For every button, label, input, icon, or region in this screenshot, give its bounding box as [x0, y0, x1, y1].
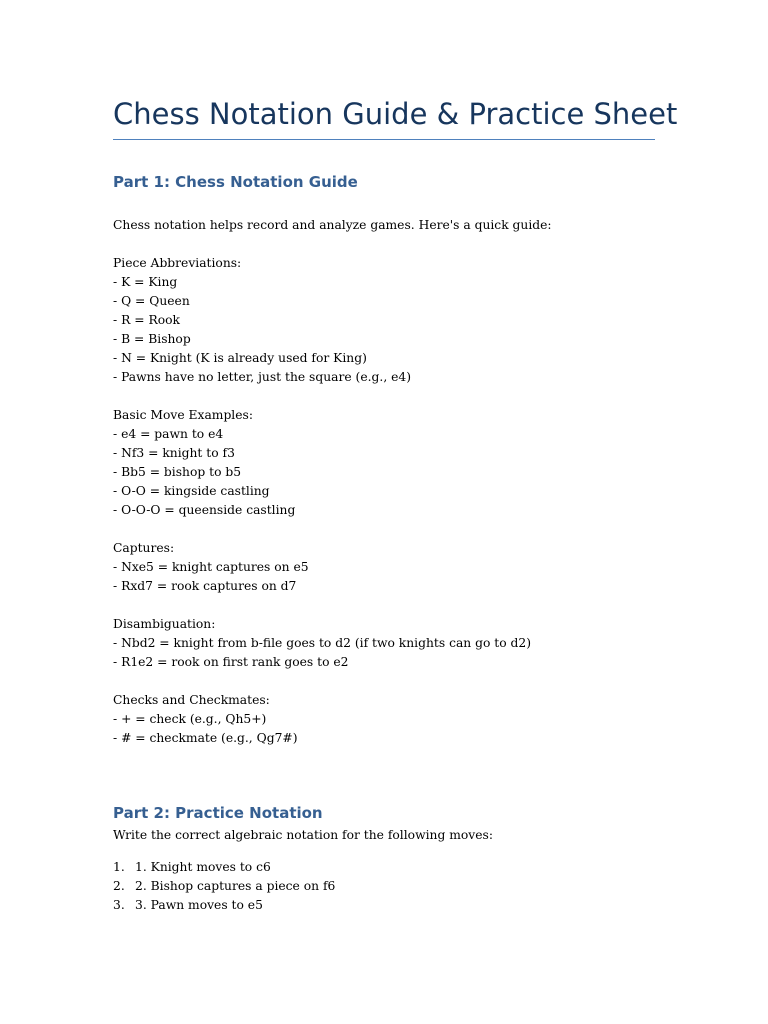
list-item: - e4 = pawn to e4	[113, 427, 224, 441]
list-item: - K = King	[113, 275, 178, 289]
practice-item-text: 3. Pawn moves to e5	[135, 898, 263, 912]
list-item: - Bb5 = bishop to b5	[113, 465, 242, 479]
disambiguation-heading: Disambiguation:	[113, 617, 216, 631]
list-item: - Nf3 = knight to f3	[113, 446, 235, 460]
part2-intro: Write the correct algebraic notation for the following moves:	[113, 828, 493, 842]
part1-heading: Part 1: Chess Notation Guide	[113, 173, 358, 191]
checks-heading: Checks and Checkmates:	[113, 693, 270, 707]
part1-intro: Chess notation helps record and analyze games. Here's a quick guide:	[113, 218, 552, 232]
list-item: - O-O-O = queenside castling	[113, 503, 296, 517]
list-item: - Nbd2 = knight from b-file goes to d2 (if two knights can go to d2)	[113, 636, 532, 650]
basic-moves-heading: Basic Move Examples:	[113, 408, 253, 422]
list-item: - Nxe5 = knight captures on e5	[113, 560, 309, 574]
practice-item-number: 3.	[113, 898, 125, 912]
practice-item-text: 1. Knight moves to c6	[135, 860, 271, 874]
list-item: - Rxd7 = rook captures on d7	[113, 579, 297, 593]
list-item: - B = Bishop	[113, 332, 191, 346]
list-item: - Pawns have no letter, just the square (e.g., e4)	[113, 370, 412, 384]
piece-abbreviations-heading: Piece Abbreviations:	[113, 256, 242, 270]
practice-item-text: 2. Bishop captures a piece on f6	[135, 879, 336, 893]
list-item: - + = check (e.g., Qh5+)	[113, 712, 267, 726]
list-item: - # = checkmate (e.g., Qg7#)	[113, 731, 298, 745]
part1-body	[113, 216, 552, 748]
practice-item-number: 2.	[113, 879, 125, 893]
captures-heading: Captures:	[113, 541, 175, 555]
list-item: - O-O = kingside castling	[113, 484, 270, 498]
list-item: - N = Knight (K is already used for King)	[113, 351, 367, 365]
practice-item-number: 1.	[113, 860, 125, 874]
title-underline	[113, 139, 655, 140]
list-item: - Q = Queen	[113, 294, 190, 308]
part2-heading: Part 2: Practice Notation	[113, 804, 323, 822]
document-title: Chess Notation Guide & Practice Sheet	[113, 97, 678, 131]
list-item: - R1e2 = rook on first rank goes to e2	[113, 655, 349, 669]
list-item: - R = Rook	[113, 313, 180, 327]
